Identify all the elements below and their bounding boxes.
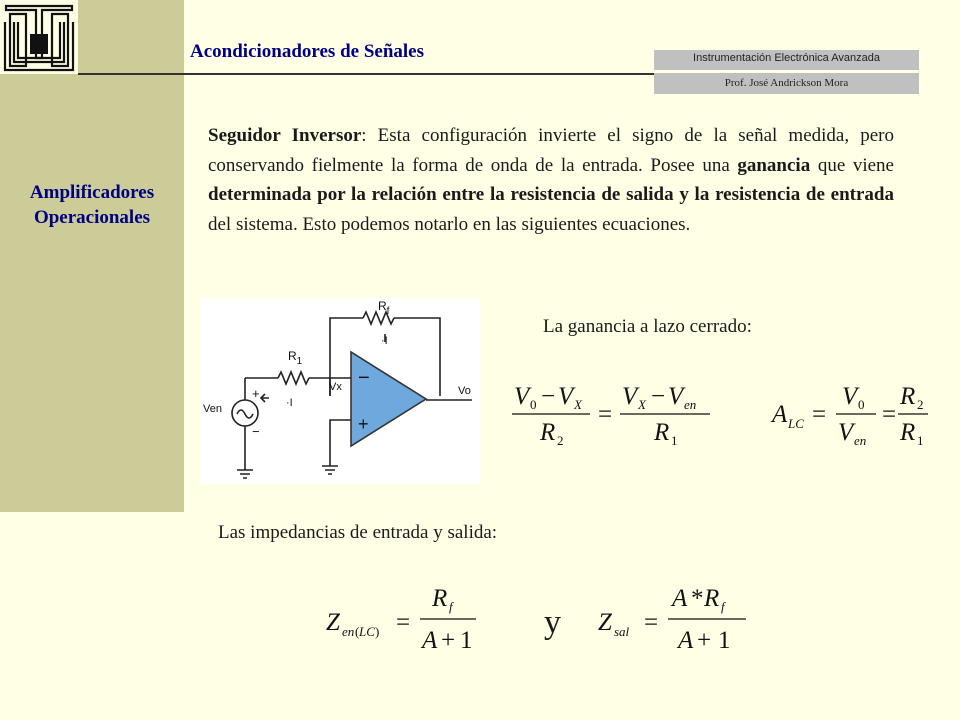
svg-text:−: − xyxy=(541,383,556,410)
text-part-3: del sistema. Esto podemos notarlo en las siguientes ecuaciones. xyxy=(208,213,691,235)
gain-bold: ganancia xyxy=(737,154,811,176)
svg-text:2: 2 xyxy=(557,433,564,448)
svg-text:=: = xyxy=(396,609,411,636)
svg-text:1: 1 xyxy=(718,627,731,654)
svg-text:Z: Z xyxy=(326,609,340,636)
svg-text:R: R xyxy=(900,419,916,446)
r1-label: $R_1$ xyxy=(288,349,303,367)
svg-text:=: = xyxy=(644,609,659,636)
svg-text:f: f xyxy=(721,599,725,614)
sidebar xyxy=(0,0,184,512)
source-minus-label: − xyxy=(252,424,260,439)
ven-label: Ven xyxy=(203,403,222,415)
svg-text:1: 1 xyxy=(460,627,473,654)
svg-text:en: en xyxy=(684,397,697,412)
header-title: Acondicionadores de Señales xyxy=(190,41,425,62)
section-title xyxy=(0,180,184,230)
institution-logo xyxy=(0,0,78,74)
text-part-1: : Esta configuración invierte el signo de la señal medida, pero conservando fielmente la forma de onda de la entrada. Posee una xyxy=(208,125,894,176)
svg-text:+: + xyxy=(441,627,456,654)
svg-text:A: A xyxy=(772,401,788,428)
section-title-line1: Amplificadores xyxy=(29,182,155,203)
svg-text:Z: Z xyxy=(598,609,612,636)
description-paragraph xyxy=(208,121,894,239)
closed-loop-gain-equation xyxy=(770,374,930,459)
svg-text:sal: sal xyxy=(614,624,630,639)
svg-text:V: V xyxy=(842,383,858,410)
input-impedance-equation xyxy=(324,578,484,663)
svg-text:R: R xyxy=(540,419,556,446)
text-part-2: que viene xyxy=(810,154,894,176)
svg-text:f: f xyxy=(449,599,453,614)
svg-text:): ) xyxy=(375,624,380,639)
section-title-line2: Operacionales xyxy=(33,207,151,228)
opamp-plus-label: + xyxy=(358,414,369,434)
svg-text:R: R xyxy=(900,383,916,410)
svg-text:LC: LC xyxy=(359,624,375,639)
closed-loop-caption: La ganancia a lazo cerrado: xyxy=(543,316,752,337)
node-equation xyxy=(508,374,718,459)
svg-text:V: V xyxy=(668,383,684,410)
svg-text:+: + xyxy=(697,627,712,654)
header-rule xyxy=(78,73,654,75)
svg-text:V: V xyxy=(838,419,854,446)
vx-label: Vx xyxy=(329,381,342,393)
svg-text:R: R xyxy=(704,585,720,612)
svg-text:A: A xyxy=(422,627,438,654)
svg-text:=: = xyxy=(598,401,613,428)
svg-text:V: V xyxy=(622,383,638,410)
svg-text:X: X xyxy=(574,397,582,412)
svg-text:LC: LC xyxy=(788,416,804,431)
i-top-label: ·I xyxy=(381,335,388,347)
svg-text:0: 0 xyxy=(858,397,865,412)
ratio-bold: determinada por la relación entre la resistencia de salida y la resistencia de entrada xyxy=(208,184,894,205)
term-bold: Seguidor Inversor xyxy=(208,125,362,146)
professor-name: Prof. José Andrickson Mora xyxy=(724,77,849,89)
svg-text:(: ( xyxy=(355,624,360,639)
course-name: Instrumentación Electrónica Avanzada xyxy=(693,52,880,64)
svg-text:−: − xyxy=(651,383,666,410)
svg-text:V: V xyxy=(514,383,530,410)
svg-text:X: X xyxy=(638,397,646,412)
inverting-amplifier-circuit xyxy=(200,298,480,484)
svg-text:0: 0 xyxy=(530,397,537,412)
svg-text:R: R xyxy=(432,585,448,612)
course-separator xyxy=(654,70,919,73)
source-plus-label: + xyxy=(252,386,260,401)
rf-label: $R_f$ xyxy=(378,299,390,317)
svg-text:A: A xyxy=(672,585,688,612)
conjunction-y: y xyxy=(544,604,561,641)
svg-text:A: A xyxy=(678,627,694,654)
svg-text:en: en xyxy=(342,624,355,639)
svg-text:*: * xyxy=(691,585,704,612)
svg-text:=: = xyxy=(882,401,897,428)
svg-text:en: en xyxy=(854,433,867,448)
svg-text:1: 1 xyxy=(671,433,678,448)
impedances-caption: Las impedancias de entrada y salida: xyxy=(218,522,498,543)
course-info-box xyxy=(654,50,919,94)
svg-text:1: 1 xyxy=(917,433,924,448)
svg-text:=: = xyxy=(812,401,827,428)
vo-label: Vo xyxy=(458,385,471,397)
opamp-minus-label: − xyxy=(358,367,370,389)
output-impedance-equation xyxy=(596,578,756,663)
svg-text:V: V xyxy=(558,383,574,410)
i-left-label: ·I xyxy=(286,397,293,409)
svg-text:2: 2 xyxy=(917,397,924,412)
svg-text:R: R xyxy=(654,419,670,446)
